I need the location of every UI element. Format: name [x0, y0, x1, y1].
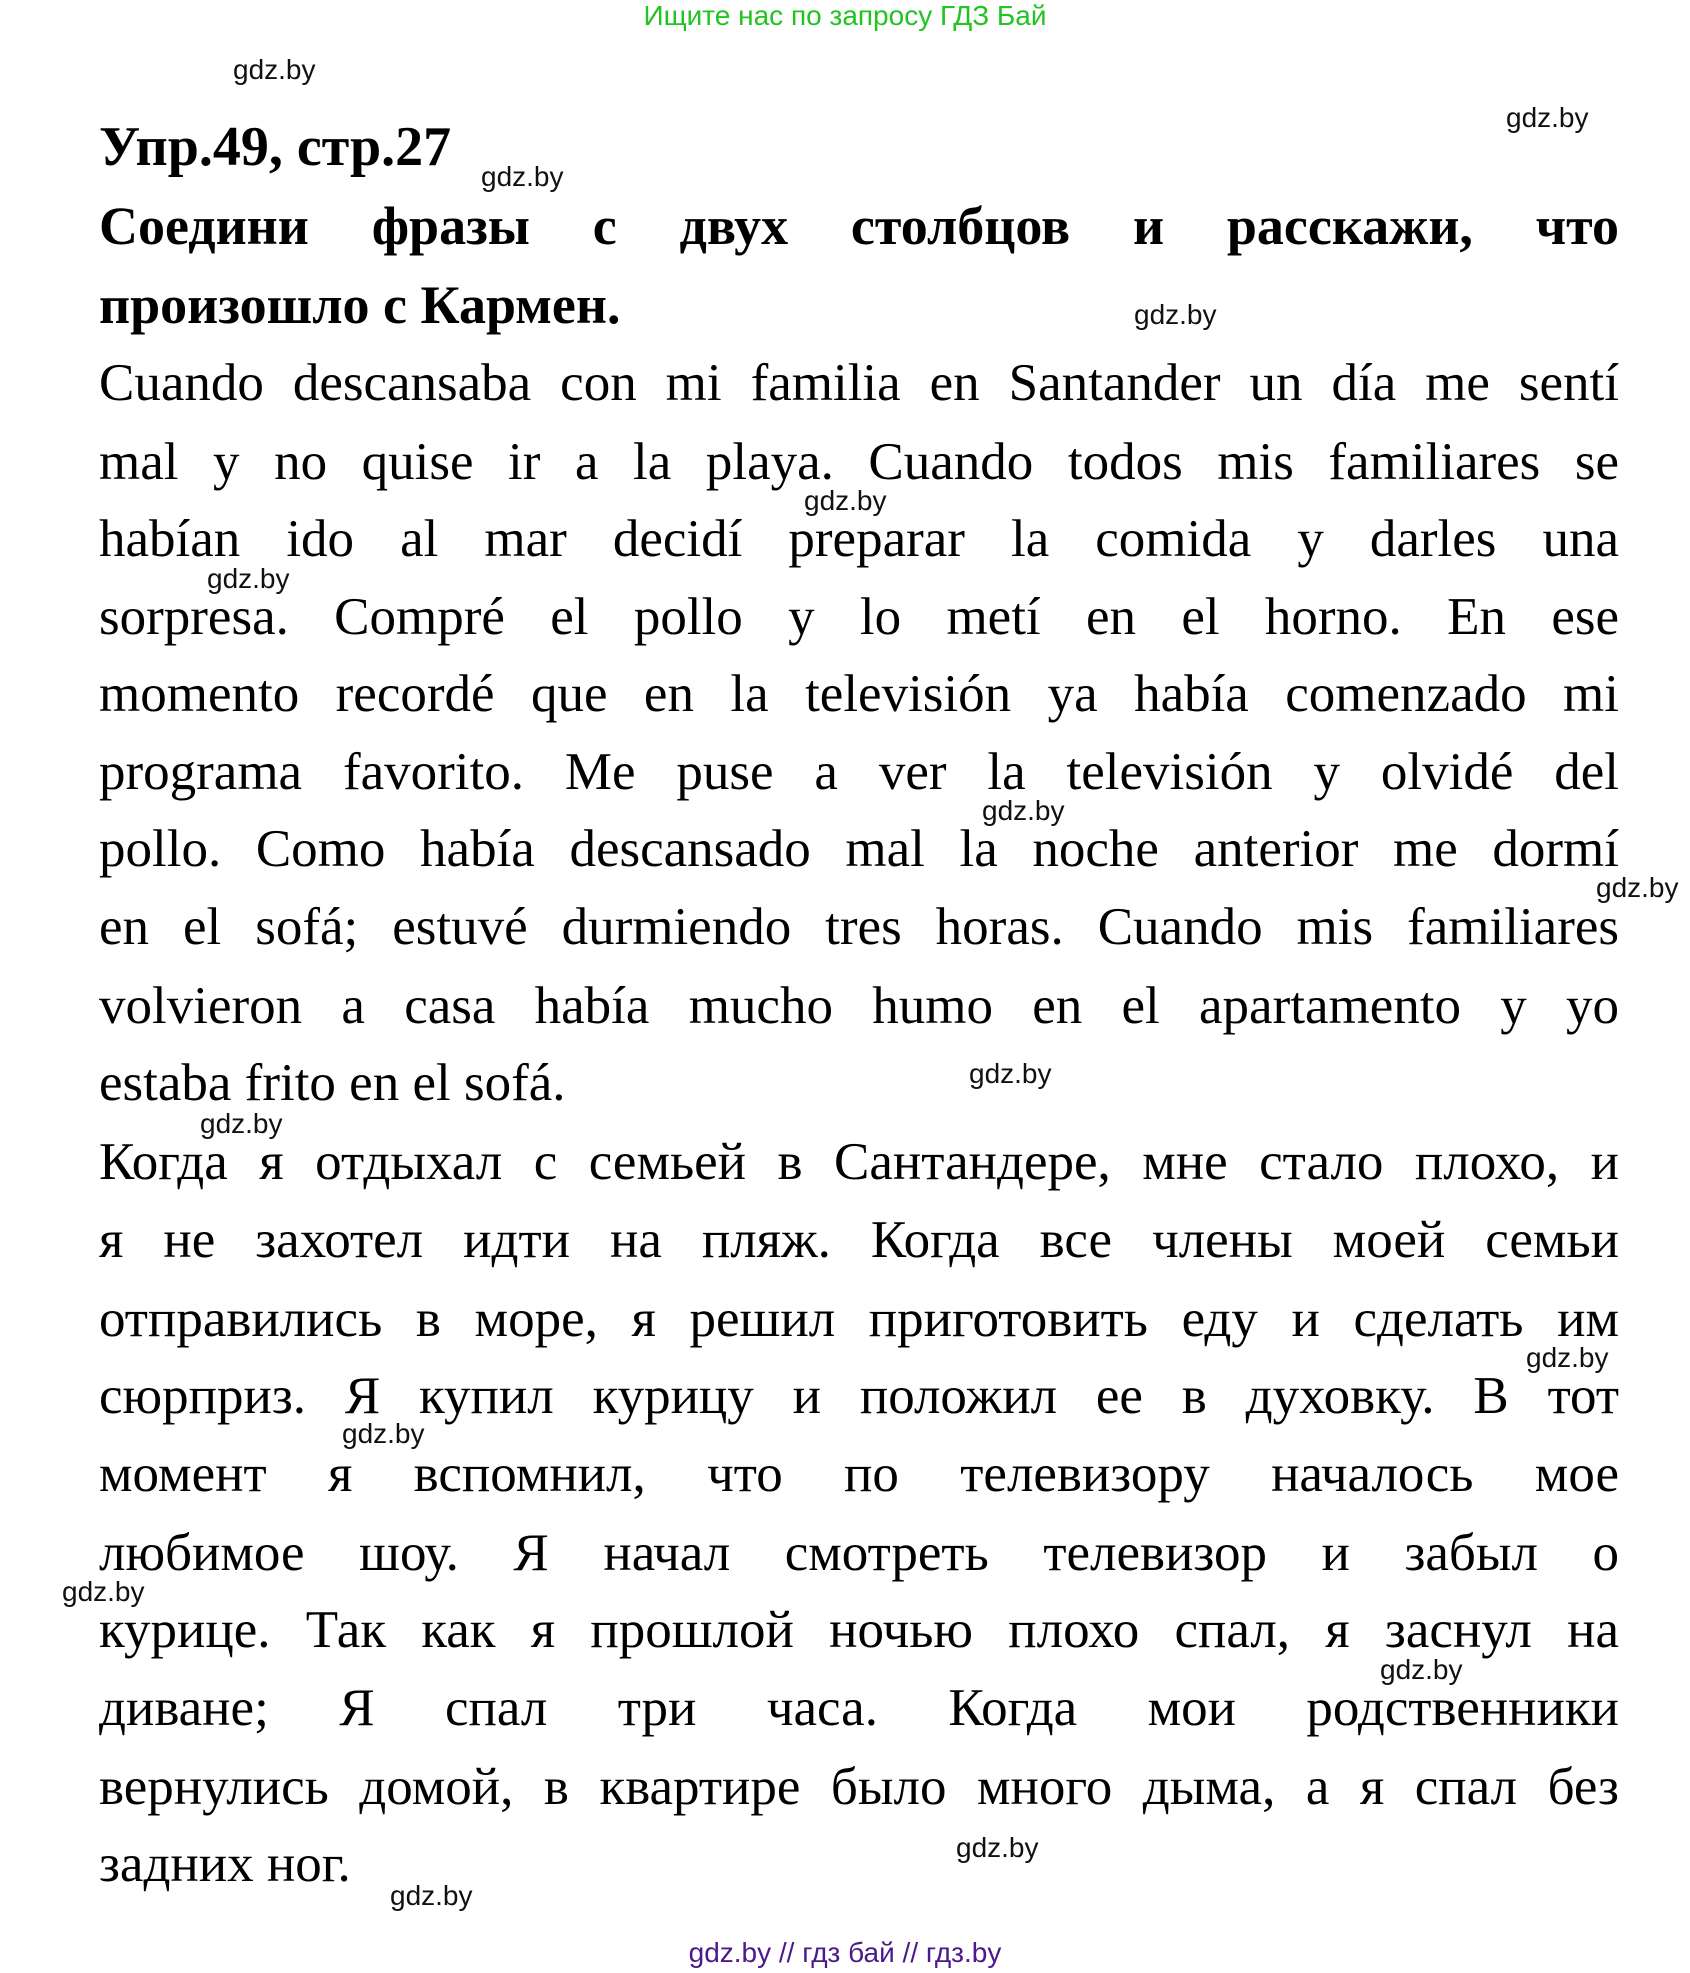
watermark: gdz.by [982, 795, 1065, 826]
watermark: gdz.by [233, 54, 316, 85]
russian-line: курице. Так как я прошлой ночью плохо спал, я заснул на [99, 1601, 1619, 1659]
spanish-line: volvieron a casa había mucho humo en el apartamento y yo [99, 977, 1619, 1035]
russian-line: сюрприз. Я купил курицу и положил ее в духовку. В тот [99, 1367, 1619, 1425]
russian-line: я не захотел идти на пляж. Когда все члены моей семьи [99, 1211, 1619, 1269]
spanish-line: programa favorito. Me puse a ver la televisión y olvidé del [99, 743, 1619, 801]
russian-line: Когда я отдыхал с семьей в Сантандере, мне стало плохо, и [99, 1133, 1619, 1191]
task-line: произошло с Кармен. [99, 275, 621, 335]
russian-line: вернулись домой, в квартире было много дыма, а я спал без [99, 1758, 1619, 1816]
russian-line: диване; Я спал три часа. Когда мои родственники [99, 1679, 1619, 1737]
watermark: gdz.by [342, 1418, 425, 1449]
watermark: gdz.by [200, 1108, 283, 1139]
spanish-line: en el sofá; estuvé durmiendo tres horas. Cuando mis familiares [99, 898, 1619, 956]
watermark: gdz.by [1596, 872, 1679, 903]
russian-line: любимое шоу. Я начал смотреть телевизор и забыл о [99, 1524, 1619, 1582]
spanish-line: sorpresa. Compré el pollo y lo metí en el horno. En ese [99, 588, 1619, 646]
watermark: gdz.by [804, 485, 887, 516]
russian-line: момент я вспомнил, что по телевизору началось мое [99, 1445, 1619, 1503]
watermark: gdz.by [481, 161, 564, 192]
spanish-line: momento recordé que en la televisión ya había comenzado mi [99, 665, 1619, 723]
spanish-line: pollo. Como había descansado mal la noche anterior me dormí [99, 820, 1619, 878]
watermark: gdz.by [1134, 299, 1217, 330]
footer-links: gdz.by // гдз бай // гдз.by [688, 1937, 1002, 1968]
spanish-line: mal y no quise ir a la playa. Cuando todos mis familiares se [99, 433, 1619, 491]
russian-line: отправились в море, я решил приготовить еду и сделать им [99, 1290, 1619, 1348]
task-line: Соедини фразы с двух столбцов и расскажи, что [99, 196, 1619, 256]
watermark: gdz.by [207, 563, 290, 594]
exercise-title: Упр.49, стр.27 [99, 116, 452, 178]
russian-line: задних ног. [99, 1835, 351, 1893]
spanish-line: habían ido al mar decidí preparar la comida y darles una [99, 510, 1619, 568]
watermark: gdz.by [390, 1880, 473, 1911]
watermark: gdz.by [1526, 1342, 1609, 1373]
watermark: gdz.by [1380, 1654, 1463, 1685]
spanish-line: estaba frito en el sofá. [99, 1054, 566, 1112]
search-banner: Ищите нас по запросу ГДЗ Бай [643, 0, 1047, 31]
spanish-line: Cuando descansaba con mi familia en Santander un día me sentí [99, 354, 1619, 412]
watermark: gdz.by [969, 1058, 1052, 1089]
watermark: gdz.by [62, 1576, 145, 1607]
watermark: gdz.by [956, 1832, 1039, 1863]
watermark: gdz.by [1506, 102, 1589, 133]
